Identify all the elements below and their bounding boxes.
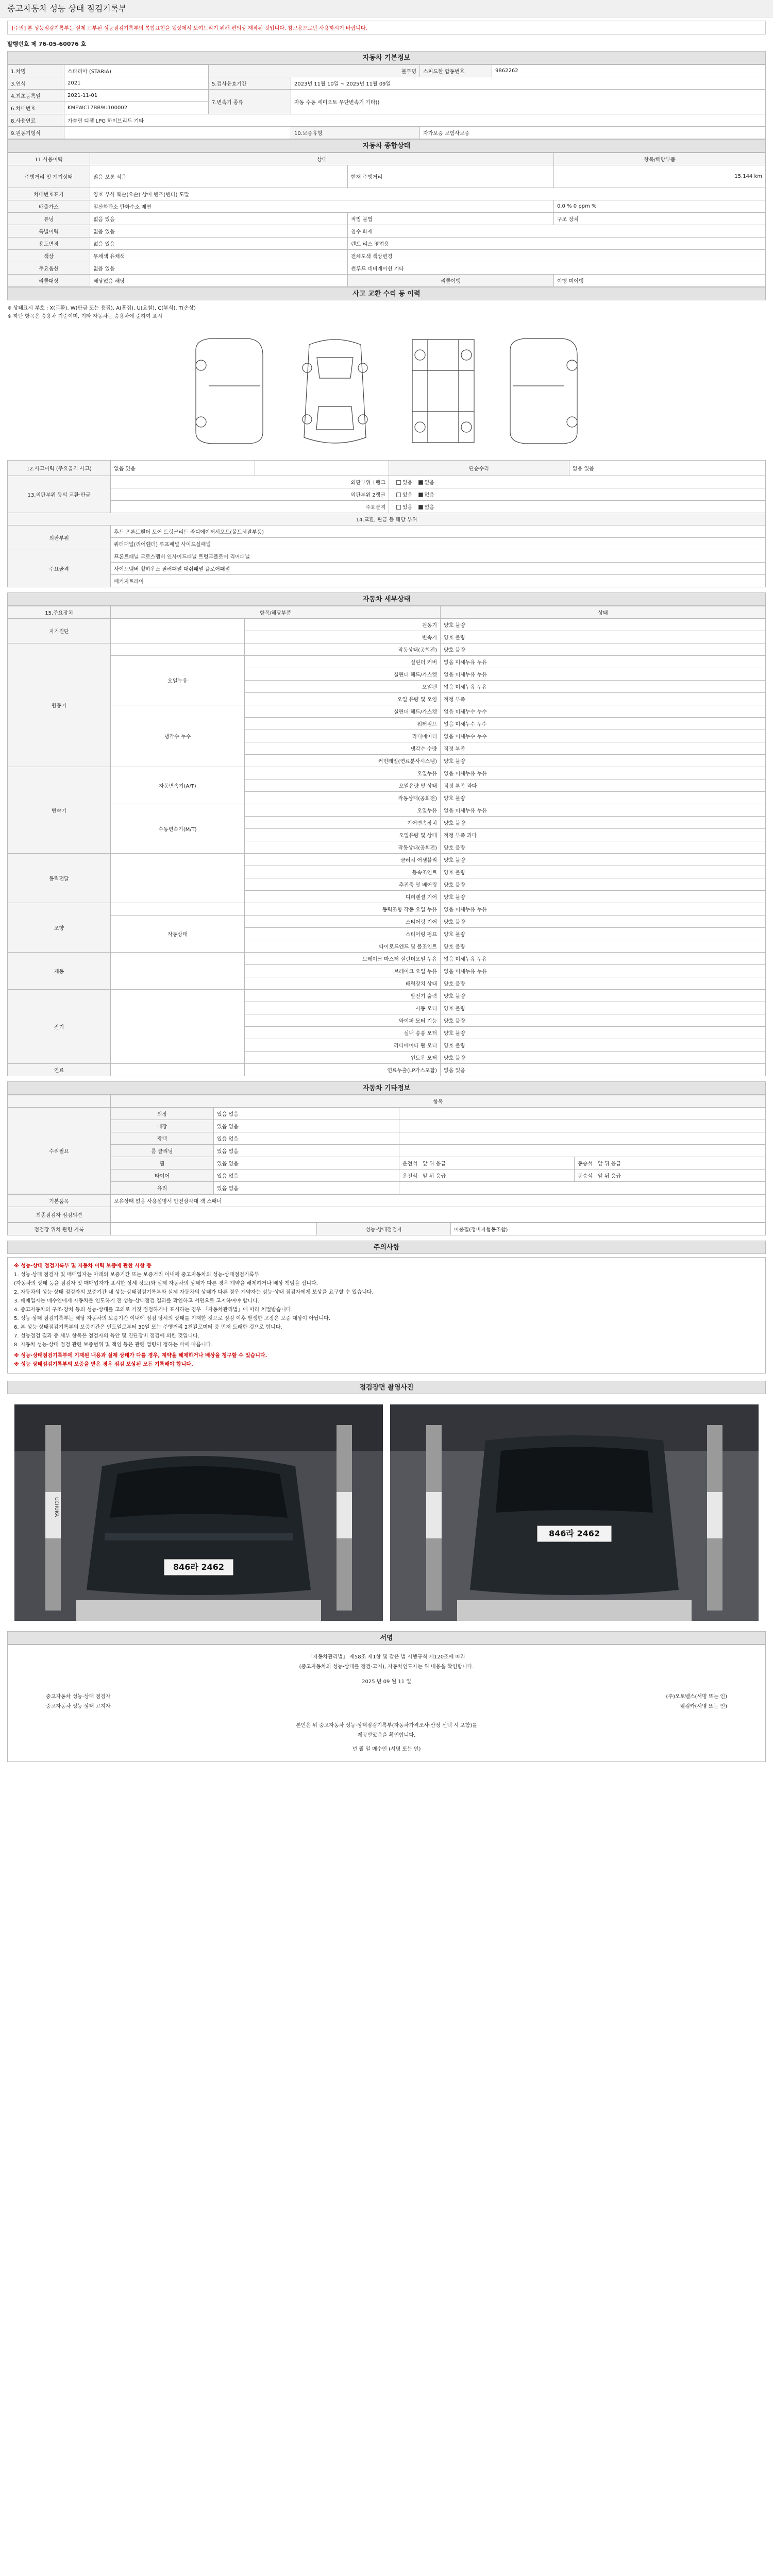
value: 사이드멤버 휠하우스 필러패널 대쉬패널 플로어패널 — [111, 563, 766, 575]
value: 침수 화재 — [348, 225, 766, 238]
device-status: 양호 불량 — [441, 631, 766, 643]
label: 특별이력 — [8, 225, 90, 238]
value: 없음 있음 — [90, 238, 348, 250]
repair-row — [8, 1170, 766, 1182]
notice-line: 3. 매매업자는 매수인에게 자동차를 인도하기 전 성능·상태점검 결과를 확인하고 서면으로 고지하여야 합니다. — [14, 1298, 259, 1304]
basic-info-table — [7, 64, 766, 139]
side-options: 앞 뒤 응급 — [597, 1161, 621, 1167]
device-status: 없음 미세누유 누유 — [441, 965, 766, 977]
device-item: 원동기 — [245, 619, 441, 631]
value: 이행 미이행 — [554, 275, 766, 287]
repair-item: 휠 — [111, 1157, 214, 1170]
device-status: 없음 미세누유 누유 — [441, 767, 766, 779]
inspector-value: (주)오토벨스(서명 또는 인) — [666, 1694, 727, 1700]
device-status: 없음 미세누수 누수 — [441, 718, 766, 730]
repair-row — [8, 1145, 766, 1157]
repair-item: 광택 — [111, 1132, 214, 1145]
label: 차대번호표기 — [8, 188, 90, 200]
document-number: 발행번호 제 76-05-60076 호 — [7, 41, 87, 47]
header: 상태 — [90, 153, 554, 165]
notice-box — [7, 1257, 766, 1374]
value — [64, 127, 291, 139]
value: 일산화탄소 탄화수소 매연 — [90, 200, 554, 213]
header: 항목/해당부품 — [111, 606, 441, 619]
label: 최종점검자 점검의견 — [8, 1207, 111, 1223]
section-accident-title: 사고 교환 수리 등 이력 — [7, 287, 766, 300]
repair-item: 외장 — [111, 1108, 214, 1120]
other-info-table — [7, 1095, 766, 1194]
side-options: 앞 뒤 응급 — [597, 1174, 621, 1179]
value: 없음 있음 — [90, 213, 348, 225]
device-subgroup — [111, 1064, 245, 1076]
repair-row — [8, 1108, 766, 1120]
label: 10.보증유형 — [291, 127, 420, 139]
repair-row — [8, 1182, 766, 1194]
notice-text: [주의] 본 성능점검기록부는 실제 교부된 성능점검기록부의 복합표현을 웹상에서 보여드리기 위해 편의상 재작된 것입니다. 참고용으로만 사용하시기 바랍니다. — [7, 21, 766, 35]
device-item: 오일유량 및 상태 — [245, 779, 441, 792]
repair-row — [8, 1120, 766, 1132]
device-item: 냉각수 수량 — [245, 742, 441, 755]
signature-text: (중고자동차의 성능·상태를 점검·고지), 자동차인도자는 위 내용을 확인합니다. — [299, 1664, 474, 1670]
checkbox — [396, 493, 401, 497]
confirm-text: 제공받았음을 확인합니다. — [357, 1733, 416, 1738]
label: 외판부위 1랭크 — [111, 476, 389, 488]
header: 11.사용이력 — [8, 153, 90, 165]
device-item: 추진축 및 베어링 — [245, 878, 441, 891]
side-label: 동승석 — [578, 1174, 593, 1179]
device-status: 양호 불량 — [441, 940, 766, 953]
repair-value: 있음 없음 — [214, 1108, 399, 1120]
value: 가솔린 디젤 LPG 하이브리드 기타 — [64, 114, 766, 127]
value: 구조 장치 — [554, 213, 766, 225]
device-item: 변속기 — [245, 631, 441, 643]
device-item: 오일유량 및 상태 — [245, 829, 441, 841]
seller-label: 중고자동차 성능·상태 고지자 — [46, 1704, 111, 1709]
label: 주요옵션 — [8, 262, 90, 275]
side-label: 운전석 — [402, 1174, 417, 1179]
device-status: 양호 불량 — [441, 1002, 766, 1014]
detail-row — [8, 1064, 766, 1076]
label: 점검장 위치 관련 기록 — [8, 1223, 111, 1235]
value: 없음 있음 — [90, 225, 348, 238]
device-subgroup: 작동상태 — [111, 916, 245, 953]
detail-row — [8, 854, 766, 866]
checkbox — [418, 480, 423, 485]
value: 2021-11-01 — [64, 90, 209, 102]
device-subgroup — [111, 903, 245, 916]
device-subgroup — [111, 643, 245, 656]
device-item: 브레이크 오일 누유 — [245, 965, 441, 977]
value: 이종필(정비자협동조합) — [451, 1223, 766, 1235]
device-status: 양호 불량 — [441, 1014, 766, 1027]
device-status: 양호 불량 — [441, 792, 766, 804]
side-status — [399, 1170, 575, 1182]
value: 없음 있음 — [90, 262, 348, 275]
van-front-image — [14, 1404, 383, 1621]
label: 5.검사유효기간 — [209, 77, 291, 90]
checkbox — [418, 493, 423, 497]
value: 양호 부식 훼손(오손) 상이 변조(변타) 도말 — [90, 188, 766, 200]
value: KMFWC17BB9U100002 — [64, 102, 209, 114]
section-notice-title: 주의사항 — [7, 1241, 766, 1254]
device-item: 오일팬 — [245, 681, 441, 693]
section-basic-info-title: 자동차 기본정보 — [7, 51, 766, 64]
repair-item: 내장 — [111, 1120, 214, 1132]
label: 주요골격 — [111, 501, 389, 513]
device-status: 적정 부족 과다 — [441, 779, 766, 792]
section-detail-status-title: 자동차 세부상태 — [7, 592, 766, 606]
label: 주요골격 — [8, 550, 111, 587]
notice-footer-2: ※ 성능 상태점검기록부의 보증을 받은 경우 점검 보상된 모든 기록해야 합니다. — [14, 1362, 193, 1367]
front-license-plate: 846라 2462 — [173, 1562, 224, 1572]
device-subgroup — [111, 990, 245, 1064]
device-item: 작동상태(공회전) — [245, 841, 441, 854]
value: 2021 — [64, 77, 209, 90]
checkbox — [396, 505, 401, 510]
device-group: 전기 — [8, 990, 111, 1064]
value: 렌트 리스 영업용 — [348, 238, 766, 250]
repair-item: 유리 — [111, 1182, 214, 1194]
device-status: 없음 미세누유 누유 — [441, 668, 766, 681]
label: 배출가스 — [8, 200, 90, 213]
seller-value: 웰컴카(서명 또는 인) — [680, 1704, 727, 1709]
device-status: 없음 미세누유 누유 — [441, 656, 766, 668]
notice-line: 6. 본 성능·상태점검기록부의 보증기간은 인도일로부터 30일 또는 주행거리 2천킬로미터 중 먼저 도래한 것으로 합니다. — [14, 1325, 282, 1330]
device-status: 양호 불량 — [441, 866, 766, 878]
signature-box — [7, 1645, 766, 1762]
device-status: 없음 미세누수 누수 — [441, 705, 766, 718]
device-item: 시동 모터 — [245, 1002, 441, 1014]
label: 3.연식 — [8, 77, 64, 90]
checkbox — [396, 480, 401, 485]
value: 자가보증 보험사보증 — [420, 127, 766, 139]
device-item: 디퍼렌셜 기어 — [245, 891, 441, 903]
value: 무채색 유채색 — [90, 250, 348, 262]
device-status: 없음 미세누유 누유 — [441, 804, 766, 817]
repair-item: 타이어 — [111, 1170, 214, 1182]
device-group: 연료 — [8, 1064, 111, 1076]
device-status: 양호 불량 — [441, 643, 766, 656]
detail-row — [8, 903, 766, 916]
detail-row — [8, 767, 766, 779]
device-item: 기어변속장치 — [245, 817, 441, 829]
inspector-label: 중고자동차 성능·상태 점검자 — [46, 1694, 111, 1700]
repair-row — [8, 1157, 766, 1170]
device-item: 스티어링 기어 — [245, 916, 441, 928]
label: 13.외판부위 등의 교환·판금 — [8, 476, 111, 513]
value: 0.0 % 0 ppm % — [554, 200, 766, 213]
device-item: 브레이크 마스터 실린더오일 누유 — [245, 953, 441, 965]
notice-footer: ※ 성능·상태점검기록부에 기재된 내용과 실제 상태가 다를 경우, 계약을 해제하거나 배상을 청구할 수 있습니다. — [14, 1353, 267, 1359]
other-info-footer-table — [7, 1194, 766, 1223]
device-item: 실린더 헤드/가스켓 — [245, 705, 441, 718]
value: 후드 프론트휀더 도어 트렁크리드 라디에이터서포트(볼트체결부품) — [111, 526, 766, 538]
side-options: 앞 뒤 응급 — [422, 1174, 446, 1179]
device-item: 클러치 어셈블리 — [245, 854, 441, 866]
repair-value: 있음 없음 — [214, 1132, 399, 1145]
device-subgroup: 자동변속기(A/T) — [111, 767, 245, 804]
label: 색상 — [8, 250, 90, 262]
device-item: 타이로드엔드 및 볼조인트 — [245, 940, 441, 953]
device-item: 실린더 커버 — [245, 656, 441, 668]
device-status: 적정 부족 — [441, 693, 766, 705]
label: 8.사용연료 — [8, 114, 64, 127]
device-subgroup: 오일누유 — [111, 656, 245, 705]
label: 스피드한 합동번호 — [420, 65, 492, 77]
device-group: 동력전달 — [8, 854, 111, 903]
device-item: 실린더 헤드/가스켓 — [245, 668, 441, 681]
detail-row — [8, 656, 766, 668]
device-status: 없음 미세누유 누유 — [441, 681, 766, 693]
vehicle-diagram — [186, 329, 587, 453]
device-item: 윈도우 모터 — [245, 1052, 441, 1064]
value: 많음 보통 적음 — [90, 165, 348, 188]
label: 리콜대상 — [8, 275, 90, 287]
vehicle-outline-diagram — [186, 329, 587, 453]
label: 리콜이행 — [348, 275, 554, 287]
checkbox — [418, 505, 423, 510]
label: 단순수리 — [389, 461, 569, 476]
value: 없음 있음 — [569, 461, 766, 476]
label: 불투명 — [209, 65, 420, 77]
value: 9862262 — [492, 65, 766, 77]
device-status: 없음 미세누유 누유 — [441, 903, 766, 916]
section-other-info-title: 자동차 기타정보 — [7, 1081, 766, 1095]
device-group: 제동 — [8, 953, 111, 990]
device-group: 변속기 — [8, 767, 111, 854]
front-photo — [14, 1404, 383, 1621]
device-item: 발전기 출력 — [245, 990, 441, 1002]
van-rear-image — [390, 1404, 759, 1621]
side-label: 운전석 — [402, 1161, 417, 1167]
device-status: 양호 불량 — [441, 1039, 766, 1052]
accident-table: 12.사고이력 (주요골격 사고) 없음 있음 단순수리 없음 있음 13.외판부위 등의 교환·판금 외판부위 1랭크 있음 없음 외판부위 2랭크 있음 없음 주요골격 있음 없음 14.교환, 판금 등 해당 부위 외판부위 후드 프론트휀더 도어 트렁크리드 라디에이터서포트(볼트체결부품) 쿼터패널(리어휀더) 루프패널 사이드실패널 주요골격 프론트패널 크로스멤버 인사이드패널 트렁크플로어 리어패널 사이드멤버 휠하우스 필러패널 대쉬패널 플로어패널 패키지트레이 — [7, 460, 766, 587]
label: 12.사고이력 (주요골격 사고) — [8, 461, 111, 476]
side-status — [575, 1170, 766, 1182]
device-status: 없음 미세누수 누수 — [441, 730, 766, 742]
value: 패키지트레이 — [111, 575, 766, 587]
lift-brand-label: UCHUKA — [54, 1497, 59, 1517]
label: 용도변경 — [8, 238, 90, 250]
repair-item: 룸 클리닝 — [111, 1145, 214, 1157]
device-item: 동력조향 작동 오일 누유 — [245, 903, 441, 916]
document-title: 중고자동차 성능 상태 점검기록부 — [0, 0, 773, 18]
confirm-text: 본인은 위 중고자동차 성능·상태점검기록부(자동차가격조사·산정 선택 시 포함)를 — [295, 1723, 477, 1728]
value: 쿼터패널(리어휀더) 루프패널 사이드실패널 — [111, 538, 766, 550]
label: 9.원동기형식 — [8, 127, 64, 139]
device-status: 양호 불량 — [441, 1027, 766, 1039]
section-overall-status-title: 자동차 종합상태 — [7, 139, 766, 152]
device-subgroup: 수동변속기(M/T) — [111, 804, 245, 854]
repair-value: 있음 없음 — [214, 1120, 399, 1132]
label: 1.차명 — [8, 65, 64, 77]
device-status: 양호 불량 — [441, 817, 766, 829]
label: 6.차대번호 — [8, 102, 64, 114]
header: 항목/해당부품 — [554, 153, 766, 165]
repair-value: 있음 없음 — [214, 1182, 399, 1194]
device-item: 라디에이터 팬 모터 — [245, 1039, 441, 1052]
header: 상태 — [441, 606, 766, 619]
rear-license-plate: 846라 2462 — [549, 1529, 600, 1538]
device-status: 양호 불량 — [441, 878, 766, 891]
device-item: 작동상태(공회전) — [245, 643, 441, 656]
device-status: 적정 부족 과다 — [441, 829, 766, 841]
label: 외판부위 — [8, 526, 111, 550]
device-item: 스티어링 펌프 — [245, 928, 441, 940]
label: 튜닝 — [8, 213, 90, 225]
side-status — [575, 1157, 766, 1170]
header: 항목 — [111, 1095, 766, 1108]
device-item: 오일누유 — [245, 804, 441, 817]
notice-line: 7. 성능점검 결과 중 세부 항목은 점검자의 육안 및 진단장비 점검에 의한 것입니다. — [14, 1333, 199, 1339]
detail-row — [8, 705, 766, 718]
device-item: 커먼레일(연료분사시스템) — [245, 755, 441, 767]
device-item: 워터펌프 — [245, 718, 441, 730]
repair-row — [8, 1132, 766, 1145]
device-subgroup — [111, 619, 245, 643]
device-status: 적정 부족 — [441, 742, 766, 755]
mileage-value: 15,144 km — [554, 165, 766, 188]
side-status — [399, 1157, 575, 1170]
value: 적법 불법 — [348, 213, 554, 225]
notice-line: 8. 자동차 성능·상태 점검 관련 보증범위 및 책임 등은 관련 법령이 정하는 바에 따릅니다. — [14, 1342, 213, 1348]
section-signature-title: 서명 — [7, 1631, 766, 1645]
value: 썬루프 네비게이션 기타 — [348, 262, 766, 275]
label: 4.최초등록일 — [8, 90, 64, 102]
rear-photo — [390, 1404, 759, 1621]
device-item: 오일누유 — [245, 767, 441, 779]
notice-line: (자동차의 상태 등을 점검자 및 매매업자가 표시한 상세 정보)와 실제 자동차의 상태가 다른 경우 계약을 해제하거나 배상 책임을 집니다. — [14, 1281, 318, 1286]
value: 현재 주행거리 — [348, 165, 554, 188]
value: 해당없음 해당 — [90, 275, 348, 287]
device-status: 양호 불량 — [441, 977, 766, 990]
label: 7.변속기 종류 — [209, 90, 291, 114]
label: 성능·상태점검자 — [317, 1223, 451, 1235]
legend-line: ※ 상태표시 부호 : X(교환), W(판금 또는 용접), A(흠집), U(요철), C(부식), T(손상) — [7, 306, 196, 311]
device-status: 양호 불량 — [441, 755, 766, 767]
signature-date: 2025 년 09 월 11 일 — [362, 1679, 411, 1685]
repair-group: 수리필요 — [8, 1108, 111, 1194]
detail-status-table — [7, 606, 766, 1076]
notice-line: 4. 중고자동차의 구조·장치 등의 성능·상태를 고의로 거짓 점검하거나 표시하는 경우 「자동차관리법」에 따라 처벌받습니다. — [14, 1307, 293, 1313]
label: 기본품목 — [8, 1195, 111, 1207]
value: 보유상태 없음 사용설명서 안전삼각대 잭 스패너 — [111, 1195, 766, 1207]
detail-row — [8, 990, 766, 1002]
notice-heading: ※ 성능·상태 점검기록부 및 자동차 이력 보증에 관한 사항 등 — [14, 1263, 152, 1269]
repair-value: 있음 없음 — [214, 1170, 399, 1182]
value: 프론트패널 크로스멤버 인사이드패널 트렁크플로어 리어패널 — [111, 550, 766, 563]
notice-line: 2. 자동차의 성능·상태 점검자의 보증기간 내 성능·상태점검기록부와 실제 자동차의 상태가 다른 경우 계약자는 성능·상태 점검자에게 보상을 요구할 수 있습니다. — [14, 1290, 374, 1295]
device-status: 양호 불량 — [441, 1052, 766, 1064]
device-item: 라디에이터 — [245, 730, 441, 742]
device-group: 자기진단 — [8, 619, 111, 643]
device-item: 실내 송풍 모터 — [245, 1027, 441, 1039]
device-subgroup — [111, 854, 245, 903]
value: 전체도색 색상변경 — [348, 250, 766, 262]
value: 스타리아 (STARIA) — [64, 65, 209, 77]
device-status: 양호 불량 — [441, 928, 766, 940]
label: 주행거리 및 계기상태 — [8, 165, 90, 188]
side-label: 동승석 — [578, 1161, 593, 1167]
value: 없음 있음 — [111, 461, 255, 476]
notice-line: 5. 성능·상태 점검기록부는 해당 자동차의 보증기간 이내에 점검 당시의 상태를 기재한 것으로 점검 이후 발생한 고장은 보증 대상이 아닙니다. — [14, 1316, 331, 1321]
repair-value: 있음 없음 — [214, 1157, 399, 1170]
device-item: 작동상태(공회전) — [245, 792, 441, 804]
device-status: 양호 불량 — [441, 619, 766, 631]
legend-line: ※ 하단 항목은 승용차 기준이며, 기타 자동차는 승용차에 준하여 표시 — [7, 314, 162, 319]
device-status: 양호 불량 — [441, 990, 766, 1002]
buyer-signature-line: 년 월 일 매수인 (서명 또는 인) — [352, 1747, 421, 1752]
repair-value: 있음 없음 — [214, 1145, 399, 1157]
value: 2023년 11월 10일 ~ 2025년 11월 09일 — [291, 77, 766, 90]
section-photos-title: 점검장면 촬영사진 — [7, 1381, 766, 1394]
device-group: 원동기 — [8, 643, 111, 767]
device-subgroup: 냉각수 누수 — [111, 705, 245, 767]
detail-row — [8, 953, 766, 965]
side-options: 앞 뒤 응급 — [422, 1161, 446, 1167]
device-status: 없음 있음 — [441, 1064, 766, 1076]
overall-status-table — [7, 152, 766, 287]
detail-row — [8, 619, 766, 631]
device-item: 등속조인트 — [245, 866, 441, 878]
header: 14.교환, 판금 등 해당 부위 — [8, 513, 766, 526]
device-item: 연료누출(LP가스포함) — [245, 1064, 441, 1076]
detail-row — [8, 643, 766, 656]
device-status: 양호 불량 — [441, 916, 766, 928]
notice-line: 1. 성능·상태 점검자 및 매매업자는 아래의 보증기간 또는 보증거리 이내에 중고자동차의 성능·상태점검기록부 — [14, 1272, 259, 1278]
signature-text: 「자동차관리법」 제58조 제1항 및 같은 법 시행규칙 제120조에 따라 — [308, 1654, 465, 1660]
device-subgroup — [111, 953, 245, 990]
inspector-table — [7, 1223, 766, 1235]
device-status: 양호 불량 — [441, 841, 766, 854]
detail-row — [8, 804, 766, 817]
device-item: 배력장치 상태 — [245, 977, 441, 990]
header: 15.주요장치 — [8, 606, 111, 619]
value: 자동 수동 세미오토 무단변속기 기타() — [291, 90, 766, 114]
device-status: 양호 불량 — [441, 891, 766, 903]
device-item: 와이퍼 모터 기능 — [245, 1014, 441, 1027]
label: 외판부위 2랭크 — [111, 488, 389, 501]
device-item: 오일 유량 및 오염 — [245, 693, 441, 705]
device-group: 조향 — [8, 903, 111, 953]
device-status: 양호 불량 — [441, 854, 766, 866]
device-status: 없음 미세누유 누유 — [441, 953, 766, 965]
detail-row — [8, 916, 766, 928]
